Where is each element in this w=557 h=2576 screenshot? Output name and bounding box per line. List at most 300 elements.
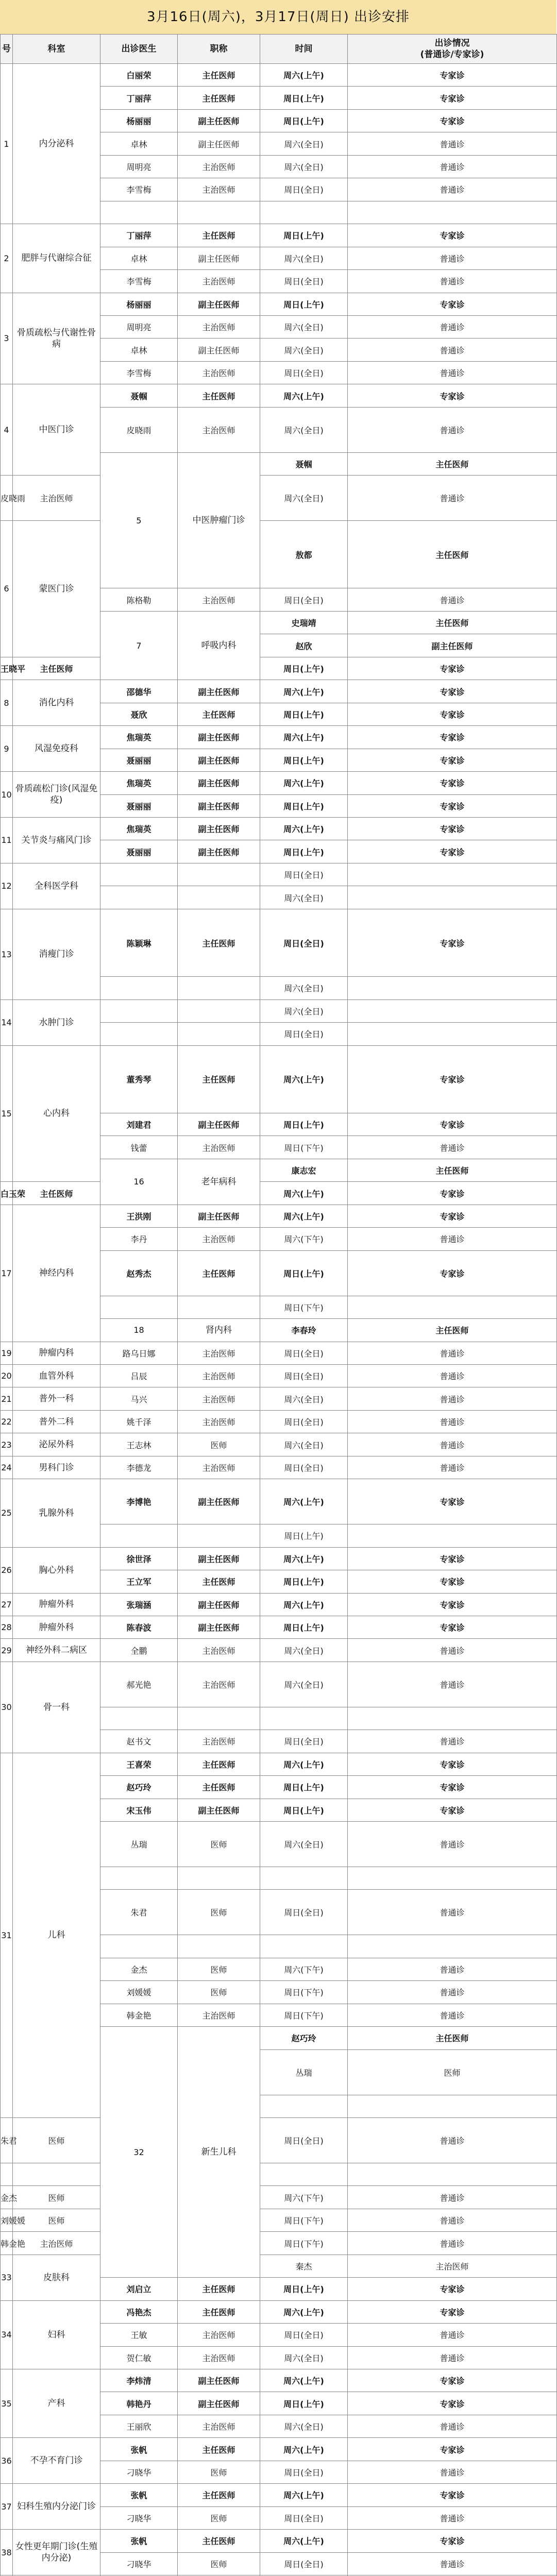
doctor-cell — [100, 201, 178, 224]
title-cell: 主任医师 — [348, 452, 557, 475]
title-cell: 主治医师 — [178, 361, 260, 384]
time-cell — [260, 2163, 348, 2185]
doctor-cell: 刁晓华 — [100, 2506, 178, 2529]
time-cell: 周六(全日) — [260, 476, 348, 521]
department-cell: 消化内科 — [13, 680, 100, 726]
time-cell: 周六(全日) — [260, 2415, 348, 2437]
type-cell: 普通诊 — [348, 155, 557, 178]
table-row — [1, 680, 557, 703]
doctor-cell — [100, 999, 178, 1022]
type-cell: 普通诊 — [348, 1456, 557, 1479]
doctor-cell: 聂丽丽 — [100, 840, 178, 863]
row-index: 29 — [1, 1639, 13, 1662]
doctor-cell: 冯艳杰 — [100, 2300, 178, 2323]
type-cell: 普通诊 — [348, 1958, 557, 1980]
row-index: 22 — [1, 1410, 13, 1433]
title-cell: 副主任医师 — [178, 1616, 260, 1638]
title-cell: 副主任医师 — [178, 749, 260, 771]
type-cell: 普通诊 — [348, 315, 557, 338]
title-cell: 副主任医师 — [178, 818, 260, 840]
table-row — [1, 2209, 557, 2231]
type-cell: 专家诊 — [348, 840, 557, 863]
time-cell: 周日(全日) — [260, 2324, 348, 2346]
time-cell: 周日(下午) — [260, 1296, 348, 1318]
title-cell: 主治医师 — [178, 1387, 260, 1410]
row-index: 30 — [1, 1662, 13, 1753]
doctor-cell: 丁丽萍 — [100, 224, 178, 247]
title-cell: 主任医师 — [178, 2300, 260, 2323]
time-cell: 周日(上午) — [260, 1616, 348, 1638]
department-cell: 皮肤科 — [13, 2255, 100, 2300]
doctor-cell: 皮晓雨 — [1, 476, 13, 521]
time-cell: 周日(全日) — [260, 2118, 348, 2163]
type-cell — [348, 977, 557, 999]
doctor-cell: 刘媛媛 — [1, 2209, 13, 2231]
type-cell — [348, 2163, 557, 2185]
title-cell: 主治医师 — [178, 1136, 260, 1159]
time-cell: 周日(全日) — [260, 1023, 348, 1045]
doctor-cell: 秦杰 — [260, 2255, 348, 2277]
title-cell: 副主任医师 — [178, 132, 260, 155]
time-cell: 周日(下午) — [260, 2004, 348, 2026]
type-cell: 专家诊 — [348, 1799, 557, 1821]
title-cell: 主任医师 — [13, 657, 100, 680]
doctor-cell: 卓林 — [100, 247, 178, 269]
title-cell: 主任医师 — [348, 1159, 557, 1181]
doctor-cell — [260, 2095, 348, 2117]
title-cell: 主治医师 — [178, 1342, 260, 1364]
type-cell — [348, 1867, 557, 1889]
table-row — [1, 1433, 557, 1456]
doctor-cell: 金杰 — [1, 2186, 13, 2209]
table-row — [1, 1045, 557, 1113]
type-cell: 专家诊 — [348, 1045, 557, 1113]
doctor-cell — [100, 1524, 178, 1547]
type-cell: 专家诊 — [348, 2369, 557, 2392]
table-row — [1, 2484, 557, 2506]
header-time: 时间 — [260, 35, 348, 64]
doctor-cell — [100, 1935, 178, 1958]
title-cell: 主任医师 — [348, 521, 557, 588]
type-cell: 普通诊 — [348, 2461, 557, 2483]
time-cell: 周日(上午) — [260, 703, 348, 725]
time-cell: 周六(上午) — [260, 64, 348, 87]
title-cell: 副主任医师 — [178, 1547, 260, 1570]
department-cell: 男科门诊 — [13, 1456, 100, 1479]
title-cell: 主治医师 — [178, 1410, 260, 1433]
doctor-cell: 徐世泽 — [100, 1547, 178, 1570]
doctor-cell: 李炜清 — [100, 2369, 178, 2392]
type-cell: 普通诊 — [348, 2346, 557, 2369]
row-index: 33 — [1, 2255, 13, 2300]
time-cell: 周六(全日) — [260, 1433, 348, 1456]
row-index: 4 — [1, 384, 13, 476]
type-cell: 普通诊 — [348, 2209, 557, 2231]
row-index: 38 — [1, 2530, 13, 2575]
row-index: 7 — [100, 611, 178, 680]
doctor-cell: 周明亮 — [100, 155, 178, 178]
time-cell: 周日(全日) — [260, 1410, 348, 1433]
type-cell: 普通诊 — [348, 1890, 557, 1935]
row-index: 14 — [1, 999, 13, 1045]
doctor-cell: 张帆 — [100, 2530, 178, 2552]
doctor-cell: 聂欣 — [100, 703, 178, 725]
title-cell: 主任医师 — [348, 1319, 557, 1342]
type-cell: 专家诊 — [348, 2300, 557, 2323]
title-cell: 副主任医师 — [178, 1593, 260, 1616]
row-index: 23 — [1, 1433, 13, 1456]
department-cell: 不孕不育门诊 — [13, 2438, 100, 2484]
table-row — [1, 726, 557, 749]
title-cell — [178, 201, 260, 224]
title-cell: 副主任医师 — [348, 634, 557, 657]
table-row — [1, 1479, 557, 1524]
title-cell: 主治医师 — [178, 588, 260, 611]
type-cell: 普通诊 — [348, 1433, 557, 1456]
title-cell: 主治医师 — [178, 1662, 260, 1707]
table-row — [1, 1593, 557, 1616]
title-cell: 主任医师 — [178, 2484, 260, 2506]
department-cell: 中医肿瘤门诊 — [178, 452, 260, 588]
time-cell: 周六(上午) — [260, 1753, 348, 1775]
time-cell: 周六(上午) — [260, 1479, 348, 1524]
doctor-cell: 全鹏 — [100, 1639, 178, 1662]
doctor-cell: 王洪刚 — [100, 1205, 178, 1227]
doctor-cell: 王喜荣 — [100, 1753, 178, 1775]
time-cell: 周六(上午) — [260, 384, 348, 407]
type-cell — [348, 999, 557, 1022]
time-cell: 周六(全日) — [260, 407, 348, 452]
title-cell — [178, 863, 260, 886]
type-cell: 普通诊 — [348, 338, 557, 361]
title-cell: 主任医师 — [178, 87, 260, 109]
type-cell — [348, 1524, 557, 1547]
table-row — [1, 1616, 557, 1638]
title-cell — [178, 999, 260, 1022]
type-cell — [348, 886, 557, 909]
title-cell: 医师 — [178, 1890, 260, 1935]
table-row — [1, 1364, 557, 1387]
doctor-cell: 聂丽丽 — [100, 749, 178, 771]
department-cell: 关节炎与痛风门诊 — [13, 818, 100, 863]
doctor-cell: 姚千泽 — [100, 1410, 178, 1433]
department-cell: 骨质疏松与代谢性骨病 — [13, 293, 100, 384]
title-cell: 主任医师 — [178, 1776, 260, 1799]
department-cell: 妇科 — [13, 2300, 100, 2369]
type-cell: 专家诊 — [348, 224, 557, 247]
type-cell: 普通诊 — [348, 588, 557, 611]
title-cell: 医师 — [178, 2461, 260, 2483]
type-cell: 普通诊 — [348, 2118, 557, 2163]
type-cell: 专家诊 — [348, 1479, 557, 1524]
time-cell: 周日(上午) — [260, 1776, 348, 1799]
time-cell: 周日(全日) — [260, 909, 348, 976]
type-cell: 普通诊 — [348, 2506, 557, 2529]
time-cell: 周六(全日) — [260, 999, 348, 1022]
time-cell: 周六(上午) — [260, 818, 348, 840]
department-cell: 泌尿外科 — [13, 1433, 100, 1456]
department-cell: 神经外科二病区 — [13, 1639, 100, 1662]
doctor-cell: 赵欣 — [260, 634, 348, 657]
row-index: 20 — [1, 1364, 13, 1387]
title-cell: 副主任医师 — [178, 109, 260, 132]
doctor-cell: 朱君 — [1, 2118, 13, 2163]
doctor-cell: 史瑞靖 — [260, 611, 348, 634]
table-row — [1, 2118, 557, 2163]
schedule-table — [0, 34, 557, 2576]
title-cell: 主任医师 — [178, 1753, 260, 1775]
table-row — [1, 1662, 557, 1707]
row-index: 28 — [1, 1616, 13, 1638]
table-row — [1, 384, 557, 407]
title-cell: 主治医师 — [178, 2004, 260, 2026]
time-cell: 周日(全日) — [260, 1730, 348, 1753]
table-row — [1, 2232, 557, 2255]
title-cell: 主任医师 — [348, 2027, 557, 2049]
doctor-cell — [100, 886, 178, 909]
table-row — [1, 1547, 557, 1570]
table-row — [1, 476, 557, 521]
title-cell — [178, 1023, 260, 1045]
department-cell: 普外二科 — [13, 1410, 100, 1433]
row-index: 36 — [1, 2438, 13, 2484]
time-cell — [260, 201, 348, 224]
header-title: 职称 — [178, 35, 260, 64]
doctor-cell — [1, 2163, 13, 2185]
row-index: 31 — [1, 1753, 13, 2117]
title-cell: 医师 — [178, 1958, 260, 1980]
title-cell: 副主任医师 — [178, 1113, 260, 1136]
table-row — [1, 2530, 557, 2552]
time-cell — [260, 1935, 348, 1958]
type-cell: 普通诊 — [348, 1662, 557, 1707]
time-cell: 周日(下午) — [260, 1981, 348, 2004]
time-cell: 周六(上午) — [260, 2530, 348, 2552]
department-cell: 新生儿科 — [178, 2027, 260, 2278]
department-cell: 肿瘤外科 — [13, 1616, 100, 1638]
title-cell: 医师 — [178, 1433, 260, 1456]
time-cell: 周日(上午) — [260, 109, 348, 132]
doctor-cell — [100, 1296, 178, 1318]
doctor-cell: 朱君 — [100, 1890, 178, 1935]
time-cell: 周日(上午) — [260, 1113, 348, 1136]
doctor-cell: 赵巧玲 — [260, 2027, 348, 2049]
table-row — [1, 2163, 557, 2185]
type-cell: 专家诊 — [348, 726, 557, 749]
type-cell: 普通诊 — [348, 2324, 557, 2346]
type-cell: 普通诊 — [348, 1364, 557, 1387]
time-cell: 周六(上午) — [260, 2484, 348, 2506]
title-cell: 主任医师 — [178, 2278, 260, 2300]
doctor-cell: 韩金艳 — [1, 2232, 13, 2255]
table-row — [1, 818, 557, 840]
doctor-cell: 张帆 — [100, 2438, 178, 2461]
type-cell: 普通诊 — [348, 1730, 557, 1753]
table-header — [1, 35, 557, 64]
type-cell: 普通诊 — [348, 361, 557, 384]
time-cell: 周日(上午) — [260, 794, 348, 817]
doctor-cell: 金杰 — [100, 1958, 178, 1980]
type-cell: 专家诊 — [348, 2484, 557, 2506]
title-cell: 主任医师 — [178, 64, 260, 87]
time-cell: 周日(全日) — [260, 178, 348, 201]
doctor-cell: 韩金艳 — [100, 2004, 178, 2026]
type-cell: 普通诊 — [348, 1981, 557, 2004]
time-cell: 周日(全日) — [260, 1456, 348, 1479]
time-cell: 周日(上午) — [260, 657, 348, 680]
title-cell: 主任医师 — [178, 1045, 260, 1113]
row-index: 8 — [1, 680, 13, 726]
type-cell: 专家诊 — [348, 703, 557, 725]
time-cell: 周六(上午) — [260, 2438, 348, 2461]
time-cell: 周日(全日) — [260, 1890, 348, 1935]
time-cell: 周六(全日) — [260, 155, 348, 178]
doctor-cell: 贺仁敏 — [100, 2346, 178, 2369]
table-row — [1, 521, 557, 588]
type-cell: 普通诊 — [348, 178, 557, 201]
row-index: 34 — [1, 2300, 13, 2369]
time-cell: 周六(上午) — [260, 1045, 348, 1113]
row-index: 13 — [1, 909, 13, 999]
time-cell: 周日(上午) — [260, 224, 348, 247]
time-cell: 周日(上午) — [260, 1250, 348, 1296]
time-cell: 周六(上午) — [260, 2300, 348, 2323]
title-cell: 主任医师 — [178, 909, 260, 976]
title-cell: 副主任医师 — [178, 772, 260, 794]
time-cell: 周六(上午) — [260, 1182, 348, 1205]
doctor-cell — [100, 863, 178, 886]
title-cell: 医师 — [178, 2506, 260, 2529]
table-row — [1, 863, 557, 886]
title-cell — [178, 886, 260, 909]
doctor-cell: 王立军 — [100, 1570, 178, 1593]
time-cell: 周六(下午) — [260, 1228, 348, 1250]
time-cell: 周六(全日) — [260, 132, 348, 155]
department-cell: 乳腺外科 — [13, 1479, 100, 1547]
time-cell: 周日(上午) — [260, 2278, 348, 2300]
type-cell: 专家诊 — [348, 384, 557, 407]
department-cell: 肿瘤内科 — [13, 1342, 100, 1364]
department-cell: 产科 — [13, 2369, 100, 2438]
type-cell: 专家诊 — [348, 657, 557, 680]
table-row — [1, 1342, 557, 1364]
row-index: 1 — [1, 64, 13, 224]
title-cell: 主治医师 — [178, 1456, 260, 1479]
doctor-cell: 卓林 — [100, 338, 178, 361]
doctor-cell: 李雪梅 — [100, 361, 178, 384]
time-cell: 周六(全日) — [260, 977, 348, 999]
title-cell: 主治医师 — [178, 1730, 260, 1753]
doctor-cell: 李雪梅 — [100, 270, 178, 293]
title-cell: 主治医师 — [13, 476, 100, 521]
table-row — [1, 2300, 557, 2323]
table-row — [1, 2186, 557, 2209]
time-cell: 周日(上午) — [260, 1524, 348, 1547]
type-cell: 普通诊 — [348, 1822, 557, 1867]
time-cell: 周日(上午) — [260, 1570, 348, 1593]
department-cell: 血管外科 — [13, 1364, 100, 1387]
table-row — [1, 293, 557, 315]
time-cell: 周六(上午) — [260, 2369, 348, 2392]
doctor-cell: 焦瑞英 — [100, 726, 178, 749]
doctor-cell: 白玉荣 — [1, 1182, 13, 1205]
time-cell: 周日(上午) — [260, 840, 348, 863]
title-cell: 副主任医师 — [178, 680, 260, 703]
department-cell: 水肿门诊 — [13, 999, 100, 1045]
page-title: 3月16日(周六)，3月17日(周日) 出诊安排 — [0, 0, 556, 34]
title-cell: 主治医师 — [178, 2415, 260, 2437]
department-cell: 骨一科 — [13, 1662, 100, 1753]
doctor-cell: 焦瑞英 — [100, 818, 178, 840]
doctor-cell: 宋玉伟 — [100, 1799, 178, 1821]
doctor-cell — [100, 1023, 178, 1045]
table-row — [1, 2438, 557, 2461]
type-cell: 普通诊 — [348, 1410, 557, 1433]
doctor-cell: 刁晓华 — [100, 2552, 178, 2575]
title-cell: 主任医师 — [178, 703, 260, 725]
doctor-cell: 赵巧玲 — [100, 1776, 178, 1799]
time-cell: 周六(上午) — [260, 726, 348, 749]
time-cell: 周六(全日) — [260, 1662, 348, 1707]
table-row — [1, 64, 557, 87]
title-cell: 主任医师 — [178, 2530, 260, 2552]
table-row — [1, 657, 557, 680]
title-cell: 副主任医师 — [178, 794, 260, 817]
table-row — [1, 2255, 557, 2277]
header-department: 科室 — [13, 35, 100, 64]
table-row — [1, 224, 557, 247]
title-cell: 医师 — [13, 2209, 100, 2231]
time-cell: 周六(上午) — [260, 1205, 348, 1227]
type-cell: 专家诊 — [348, 1570, 557, 1593]
type-cell: 专家诊 — [348, 1753, 557, 1775]
title-cell — [178, 1707, 260, 1730]
department-cell: 普外一科 — [13, 1387, 100, 1410]
type-cell: 普通诊 — [348, 2552, 557, 2575]
row-index: 15 — [1, 1045, 13, 1182]
type-cell: 专家诊 — [348, 1182, 557, 1205]
title-cell: 主治医师 — [348, 2255, 557, 2277]
type-cell: 专家诊 — [348, 2278, 557, 2300]
row-index: 19 — [1, 1342, 13, 1364]
time-cell: 周日(下午) — [260, 1136, 348, 1159]
doctor-cell: 韩艳丹 — [100, 2392, 178, 2415]
time-cell: 周六(全日) — [260, 247, 348, 269]
type-cell: 专家诊 — [348, 2392, 557, 2415]
type-cell — [348, 1023, 557, 1045]
doctor-cell: 焦瑞英 — [100, 772, 178, 794]
row-index: 2 — [1, 224, 13, 293]
title-cell: 主任医师 — [178, 1250, 260, 1296]
title-cell: 主任医师 — [348, 611, 557, 634]
type-cell — [348, 201, 557, 224]
doctor-cell — [100, 1707, 178, 1730]
table-row — [1, 909, 557, 976]
doctor-cell: 聂帼 — [260, 452, 348, 475]
header-doctor: 出诊医生 — [100, 35, 178, 64]
type-cell: 专家诊 — [348, 680, 557, 703]
title-cell — [178, 1867, 260, 1889]
row-index: 32 — [100, 2027, 178, 2278]
doctor-cell: 刘启立 — [100, 2278, 178, 2300]
department-cell: 老年病科 — [178, 1159, 260, 1205]
row-index: 25 — [1, 1479, 13, 1547]
title-cell: 医师 — [178, 2552, 260, 2575]
type-cell: 专家诊 — [348, 87, 557, 109]
department-cell: 妇科生殖内分泌门诊 — [13, 2484, 100, 2530]
title-cell: 主治医师 — [178, 1639, 260, 1662]
table-row — [1, 1456, 557, 1479]
